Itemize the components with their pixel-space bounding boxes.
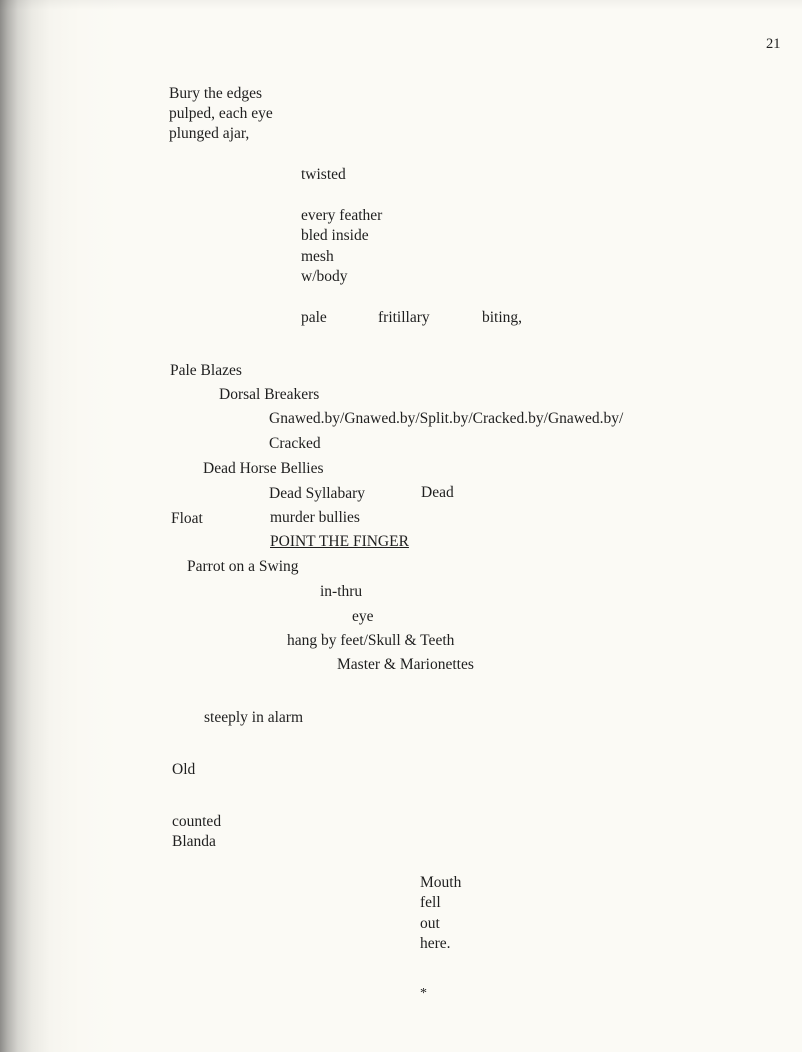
poem-line-underlined: POINT THE FINGER (270, 533, 409, 550)
poem-line: Master & Marionettes (337, 656, 474, 673)
poem-word: eye (352, 608, 374, 625)
poem-line: w/body (301, 268, 348, 285)
poem-word: Old (172, 761, 196, 778)
poem-line: in-thru (320, 583, 363, 600)
poem-line: Dead Syllabary (269, 485, 365, 502)
poem-word: pale (301, 309, 327, 326)
poem-word: fritillary (378, 309, 430, 326)
poem-line: hang by feet/Skull & Teeth (287, 632, 455, 649)
asterisk-divider: * (420, 986, 427, 1001)
poem-word: Blanda (172, 833, 216, 850)
page-top-shade (0, 0, 802, 10)
poem-line: every feather (301, 207, 383, 224)
poem-line: Pale Blazes (170, 362, 242, 379)
poem-word: Dead (421, 484, 454, 501)
poem-word: Mouth (420, 874, 462, 891)
poem-line: Cracked (269, 435, 321, 452)
poem-word: here. (420, 935, 451, 952)
poem-line: twisted (301, 166, 346, 183)
poem-line: mesh (301, 248, 334, 265)
page-number: 21 (766, 36, 781, 52)
poem-word: out (420, 915, 440, 932)
poem-word: biting, (482, 309, 523, 326)
poem-line: Dorsal Breakers (219, 386, 320, 403)
poem-line: Bury the edges (169, 85, 262, 102)
poem-word: fell (420, 894, 441, 911)
poem-line: Dead Horse Bellies (203, 460, 324, 477)
poem-line: plunged ajar, (169, 125, 250, 142)
poem-line: steeply in alarm (204, 709, 303, 726)
poem-line: murder bullies (270, 509, 360, 526)
poem-word: Float (171, 510, 203, 527)
poem-word: counted (172, 813, 222, 830)
poem-line: Gnawed.by/Gnawed.by/Split.by/Cracked.by/Gnawed.by/ (269, 410, 624, 427)
poem-line: bled inside (301, 227, 369, 244)
poem-line: pulped, each eye (169, 105, 273, 122)
poem-line: Parrot on a Swing (187, 558, 299, 575)
